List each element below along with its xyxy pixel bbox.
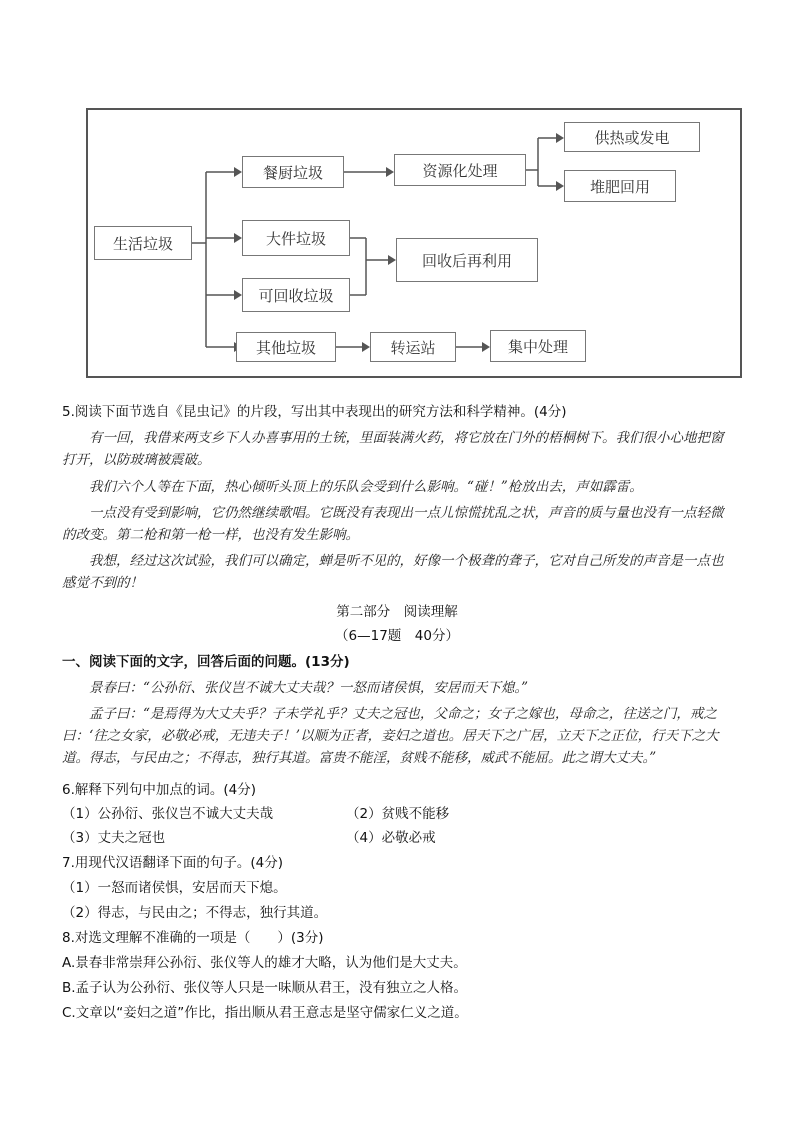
q6-item-2: （2）贫贱不能移 [346,806,450,822]
q7-item-2: （2）得志，与民由之；不得志，独行其道。 [62,905,328,921]
q5-paragraph-1: 有一回，我借来两支乡下人办喜事用的土铳，里面装满火药，将它放在门外的梧桐树下。我们很小心地把窗打开，以防玻璃被震破。 [62,430,724,468]
node-heat-power: 供热或发电 [564,122,700,152]
passage-paragraph-1: 景春曰：“公孙衍、张仪岂不诚大丈夫哉？一怒而诸侯惧，安居而天下熄。” [89,680,529,696]
node-reuse: 回收后再利用 [396,238,538,282]
part2-title: 第二部分 阅读理解 [336,604,458,620]
garbage-classification-diagram [86,108,742,378]
node-resource-processing: 资源化处理 [394,154,526,186]
node-household-waste: 生活垃圾 [94,226,192,260]
passage-paragraph-2: 孟子曰：“是焉得为大丈夫乎？子未学礼乎？丈夫之冠也，父命之；女子之嫁也，母命之，往送之门，戒之曰：‘往之女家，必敬必戒，无违夫子！’以顺为正者，妾妇之道也。居天下之广居，立天下之正位，行天下之大道。得志，与民由之；不得志，独行其道。富贵不能淫，贫贱不能移，威武不能屈。此之谓大丈夫。” [62,706,719,766]
q7-prompt: 7.用现代汉语翻译下面的句子。(4分) [62,855,284,871]
node-transfer-station: 转运站 [370,332,456,362]
q5-prompt: 5.阅读下面节选自《昆虫记》的片段，写出其中表现出的研究方法和科学精神。(4分) [62,404,567,420]
q6-prompt: 6.解释下列句中加点的词。(4分) [62,782,257,798]
q6-item-4: （4）必敬必戒 [346,830,436,846]
q7-item-1: （1）一怒而诸侯惧，安居而天下熄。 [62,880,287,896]
node-recyclable-waste: 可回收垃圾 [242,278,350,312]
q8-option-c: C.文章以“妾妇之道”作比，指出顺从君王意志是坚守儒家仁义之道。 [62,1005,468,1021]
q8-option-a: A.景春非常崇拜公孙衍、张仪等人的雄才大略，认为他们是大丈夫。 [62,955,467,971]
node-central-processing: 集中处理 [490,330,586,362]
q6-item-1: （1）公孙衍、张仪岂不诚大丈夫哉 [62,806,274,822]
node-other-waste: 其他垃圾 [236,332,336,362]
node-compost: 堆肥回用 [564,170,676,202]
section1-heading: 一、阅读下面的文字，回答后面的问题。(13分) [62,654,350,670]
node-bulky-waste: 大件垃圾 [242,220,350,256]
q5-paragraph-3: 一点没有受到影响，它仍然继续歌唱。它既没有表现出一点儿惊慌扰乱之状，声音的质与量也没有一点轻微的改变。第二枪和第一枪一样，也没有发生影响。 [62,505,724,543]
node-kitchen-waste: 餐厨垃圾 [242,156,344,188]
q8-prompt: 8.对选文理解不准确的一项是（ ）(3分) [62,930,324,946]
q5-paragraph-4: 我想，经过这次试验，我们可以确定，蝉是听不见的，好像一个极聋的聋子，它对自己所发的声音是一点也感觉不到的！ [62,553,724,591]
part2-subtitle: （6—17题 40分） [335,628,459,644]
q6-item-3: （3）丈夫之冠也 [62,830,166,846]
q5-paragraph-2: 我们六个人等在下面，热心倾听头顶上的乐队会受到什么影响。“碰！”枪放出去，声如霹雷。 [89,479,643,495]
q8-option-b: B.孟子认为公孙衍、张仪等人只是一味顺从君王，没有独立之人格。 [62,980,468,996]
